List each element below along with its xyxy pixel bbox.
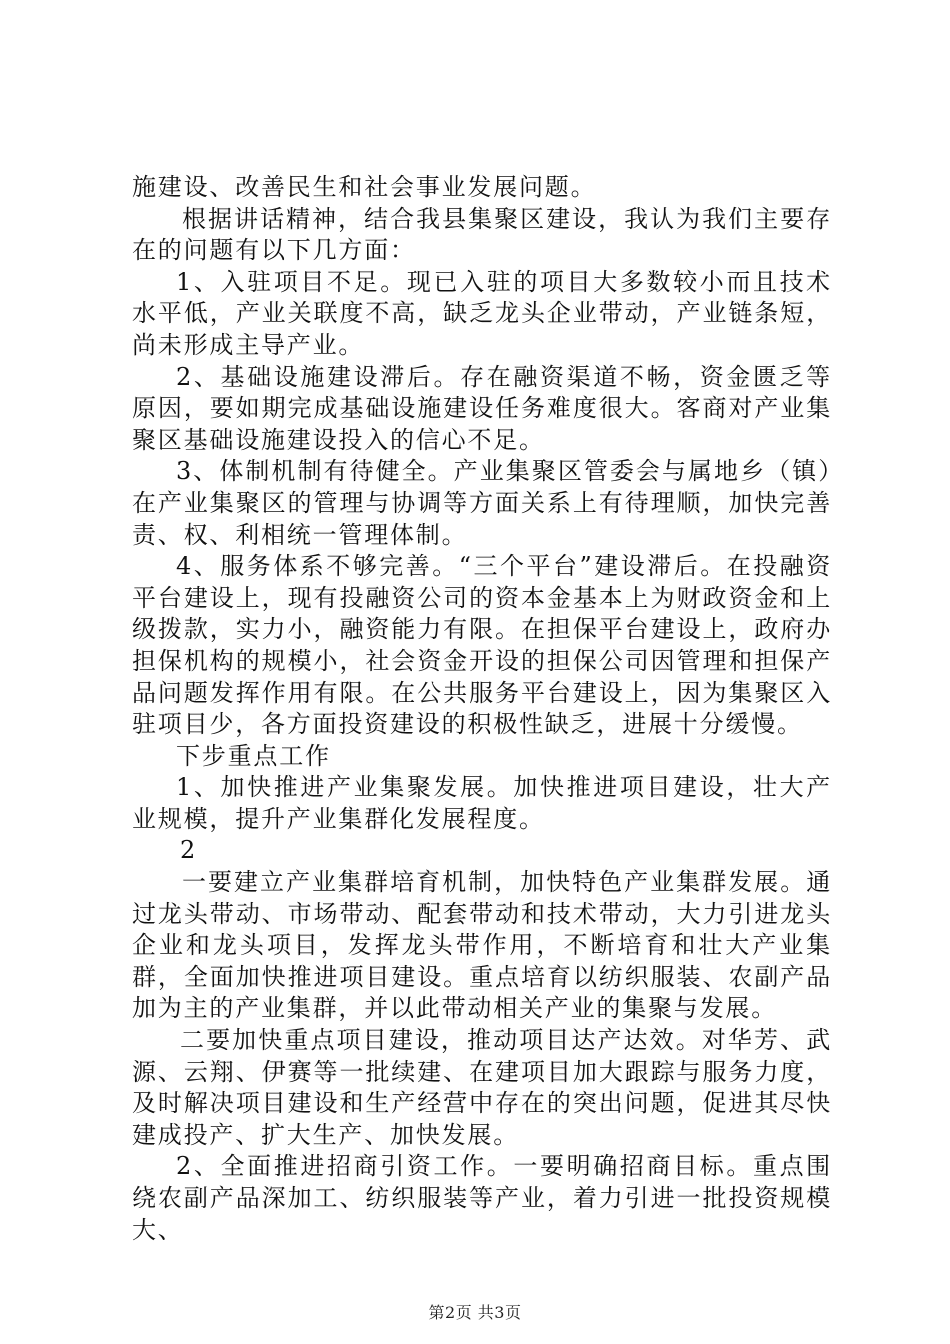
paragraph-problem-4: 4、服务体系不够完善。“三个平台”建设滞后。在投融资平台建设上，现有投融资公司的资本金基本上为财政资金和上级拨款，实力小，融资能力有限。在担保平台建设上，政府办担保机构的规模小，社会资金开设的担保公司因管理和担保产品问题发挥作用有限。在公共服务平台建设上，因为集聚区入驻项目少，各方面投资建设的积极性缺乏，进展十分缓慢。 [132, 552, 832, 739]
paragraph-intro: 根据讲话精神，结合我县集聚区建设，我认为我们主要存在的问题有以下几方面： [132, 204, 832, 265]
paragraph-key-projects: 二要加快重点项目建设，推动项目达产达效。对华芳、武源、云翔、伊赛等一批续建、在建项目加大跟踪与服务力度，及时解决项目建设和生产经营中存在的突出问题，促进其尽快建成投产、扩大生产、加快发展。 [132, 1026, 832, 1149]
paragraph-task-1: 1、加快推进产业集聚发展。加快推进项目建设，壮大产业规模，提升产业集群化发展程度。 [132, 773, 832, 833]
paragraph-number-marker: 2 [180, 836, 198, 865]
paragraph-cluster-mechanism: 一要建立产业集群培育机制，加快特色产业集群发展。通过龙头带动、市场带动、配套带动和技术带动，大力引进龙头企业和龙头项目，发挥龙头带作用，不断培育和壮大产业集群，全面加快推进项目建设。重点培育以纺织服装、农副产品加为主的产业集群，并以此带动相关产业的集聚与发展。 [132, 868, 832, 1023]
paragraph-continuation: 施建设、改善民生和社会事业发展问题。 [132, 173, 597, 201]
page-footer: 第2页 共3页 [428, 1303, 522, 1322]
paragraph-problem-2: 2、基础设施建设滞后。存在融资渠道不畅，资金匮乏等原因，要如期完成基础设施建设任务难度很大。客商对产业集聚区基础设施建设投入的信心不足。 [132, 362, 832, 454]
paragraph-task-2: 2、全面推进招商引资工作。一要明确招商目标。重点围绕农副产品深加工、纺织服装等产业，着力引进一批投资规模大、 [132, 1152, 832, 1244]
paragraph-problem-3: 3、体制机制有待健全。产业集聚区管委会与属地乡（镇）在产业集聚区的管理与协调等方面关系上有待理顺，加快完善责、权、利相统一管理体制。 [132, 457, 832, 549]
section-heading-next-steps: 下步重点工作 [176, 741, 331, 770]
document-body [132, 172, 832, 1246]
paragraph-problem-1: 1、入驻项目不足。现已入驻的项目大多数较小而且技术水平低，产业关联度不高，缺乏龙头企业带动，产业链条短，尚未形成主导产业。 [132, 267, 832, 359]
